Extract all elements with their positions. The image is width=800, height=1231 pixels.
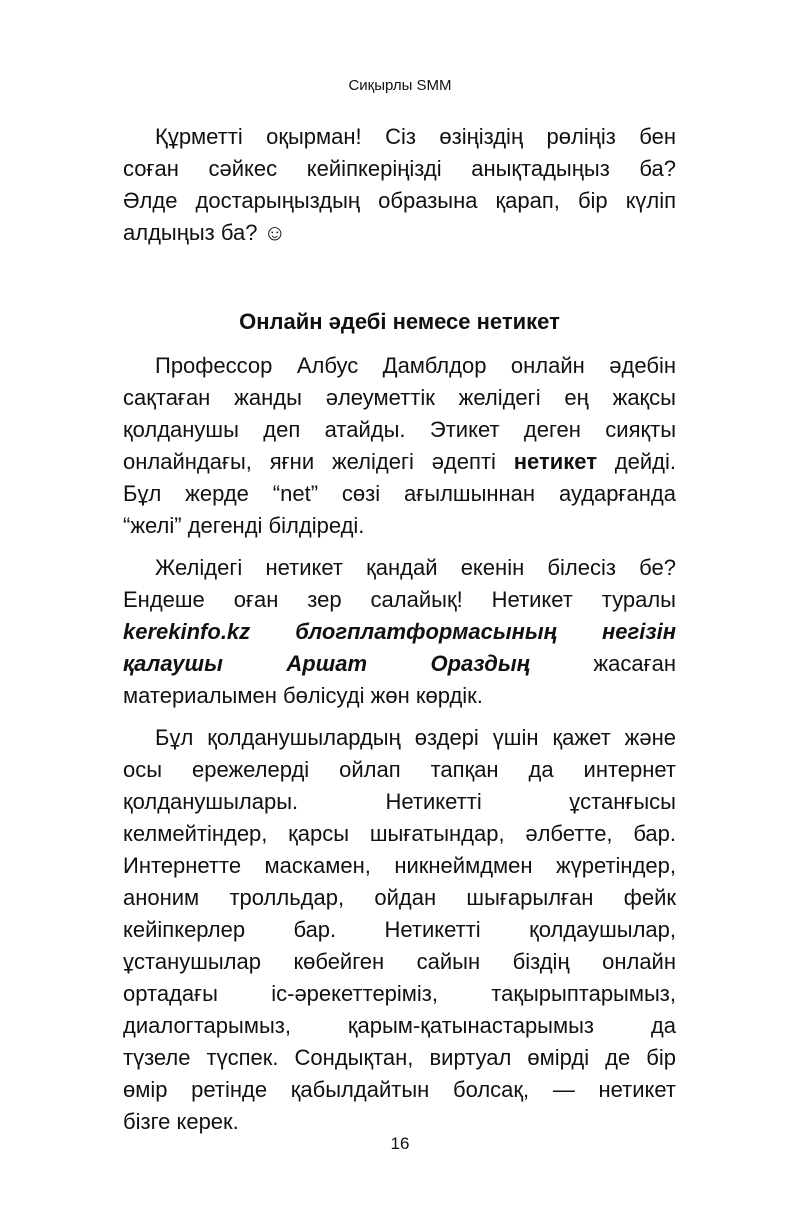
text-line: келмейтіндер, қарсы шығатындар, әлбетте, бар. (123, 821, 676, 846)
text-line: Бұл қолданушылардың өздері үшін қажет және (155, 725, 676, 750)
text-line: Ендеше оған зер салайық! Нетикет туралы (123, 587, 676, 612)
text-run: дейді. (596, 449, 677, 474)
text-line: қолданушы деп атайды. Этикет деген сияқты (123, 417, 676, 442)
text-line: бізге керек. (123, 1109, 239, 1134)
text-run: жасаған (529, 651, 676, 676)
text-line: “желі” дегенді білдіреді. (123, 513, 365, 538)
bold-term: нетикет (513, 449, 597, 474)
text-line: қолданушылары. Нетикетті ұстанғысы (123, 789, 676, 814)
text-line: диалогтарымыз, қарым-қатынастарымыз да (123, 1013, 676, 1038)
text-line: Интернетте маскамен, никнеймдмен жүретіндер, (123, 853, 676, 878)
text-run: онлайндағы, яғни желідегі әдепті (123, 449, 514, 474)
text-line: алдыңыз ба? ☺ (123, 220, 287, 245)
section-heading: Онлайн әдебі немесе нетикет (239, 309, 560, 334)
text-line: осы ережелерді ойлап тапқан да интернет (123, 757, 676, 782)
text-line: кейіпкерлер бар. Нетикетті қолдаушылар, (123, 917, 676, 942)
text-line (123, 648, 676, 680)
text-line: Желідегі нетикет қандай екенін білесіз бе? (155, 555, 676, 580)
text-line: сақтаған жанды әлеуметтік желідегі ең жақсы (123, 385, 676, 410)
author-credit: қалаушы Аршат Ораздың (123, 651, 530, 676)
text-line (123, 446, 676, 478)
running-header: Сиқырлы SMM (348, 77, 452, 94)
text-line: Құрметті оқырман! Сіз өзіңіздің рөліңіз бен (155, 124, 676, 149)
text-line: өмір ретінде қабылдайтын болсақ, — нетикет (123, 1077, 676, 1102)
text-line: соған сәйкес кейіпкеріңізді анықтадыңыз ба? (123, 156, 676, 181)
text-line: материалымен бөлісуді жөн көрдік. (123, 683, 483, 708)
text-line: ортадағы іс-әрекеттеріміз, тақырыптарымыз, (123, 981, 676, 1006)
text-line: түзеле түспек. Сондықтан, виртуал өмірді де бір (123, 1045, 676, 1070)
text-line: Бұл жерде “net” сөзі ағылшыннан аударғанда (123, 481, 676, 506)
text-line: Профессор Албус Дамблдор онлайн әдебін (155, 353, 676, 378)
text-line: Әлде достарыңыздың образына қарап, бір күліп (123, 188, 676, 213)
text-line: ұстанушылар көбейген сайын біздің онлайн (123, 949, 676, 974)
page-number: 16 (390, 1134, 410, 1153)
bold-italic-line: kerekinfo.kz блогплатформасының негізін (123, 619, 676, 644)
text-line: аноним тролльдар, ойдан шығарылған фейк (123, 885, 676, 910)
